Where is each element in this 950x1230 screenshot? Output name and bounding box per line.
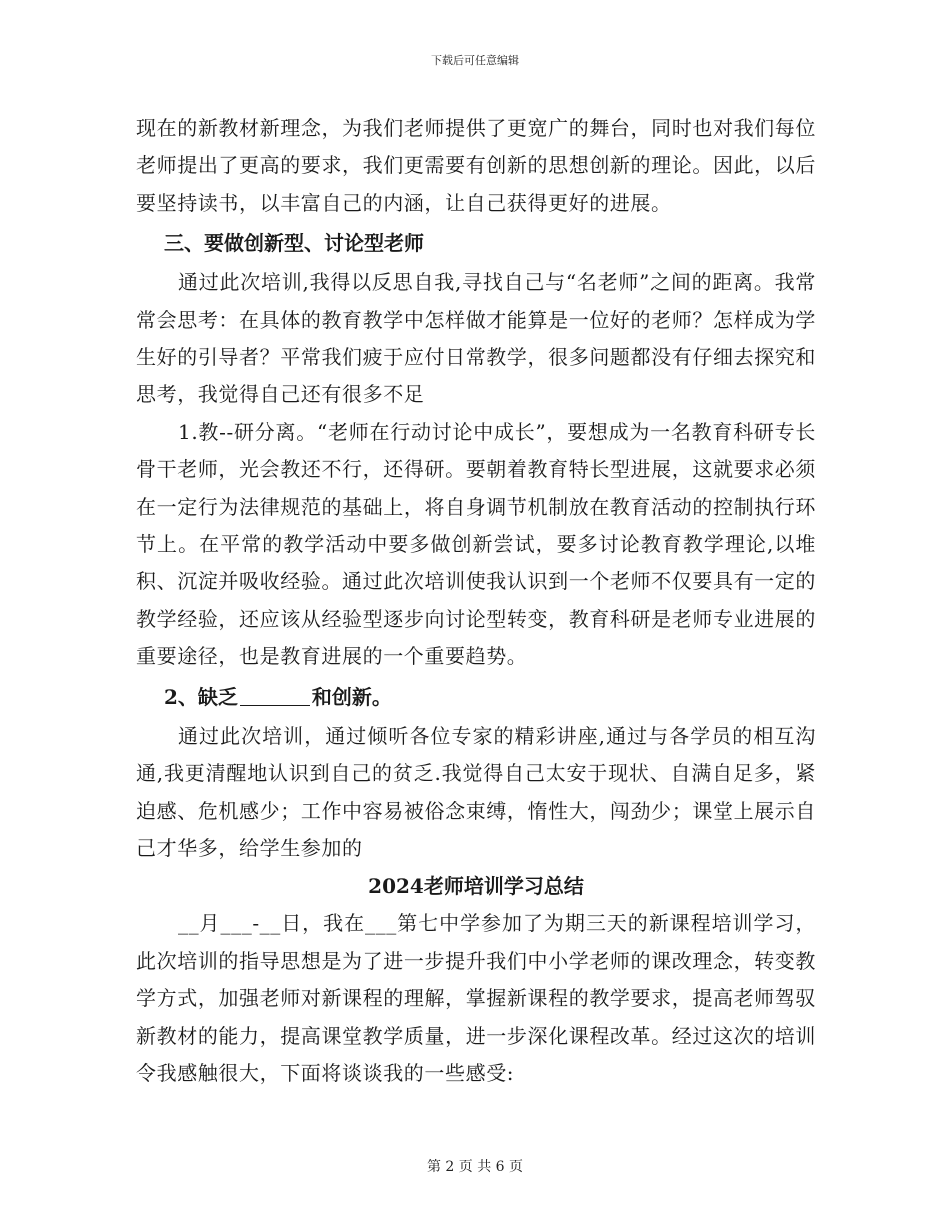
section-heading-3: 三、要做创新型、讨论型老师 xyxy=(164,231,424,256)
document-body xyxy=(136,110,816,1092)
section-heading-2 xyxy=(136,676,816,718)
document-title: 2024老师培训学习总结 xyxy=(368,874,584,899)
paragraph-intro: 现在的新教材新理念，为我们老师提供了更宽广的舞台，同时也对我们每位老师提出了更高的要求，我们更需要有创新的思想创新的理论。因此，以后要坚持读书，以丰富自己的内涵，让自己获得更好的进展。 xyxy=(136,116,816,215)
paragraph-reflection: 通过此次培训,我得以反思自我,寻找自己与“名老师”之间的距离。我常常会思考：在具体的教育教学中怎样做才能算是一位好的老师？怎样成为学生好的引导者？平常我们疲于应付日常教学，很多问题都没有仔细去探究和思考，我觉得自己还有很多不足 xyxy=(136,270,816,407)
paragraph-shortcomings: 通过此次培训，通过倾听各位专家的精彩讲座,通过与各学员的相互沟通,我更清醒地认识到自己的贫乏.我觉得自己太安于现状、自满自足多，紧迫感、危机感少；工作中容易被俗念束缚，惰性大，闯劲少；课堂上展示自己才华多，给学生参加的 xyxy=(136,723,816,860)
fill-blank xyxy=(240,685,310,706)
heading-prefix: 2、缺乏 xyxy=(164,684,238,709)
page-number: 第 2 页 共 6 页 xyxy=(426,1159,524,1175)
heading-suffix: 和创新。 xyxy=(311,684,392,709)
paragraph-summary-intro: __月___-__日，我在___第七中学参加了为期三天的新课程培训学习，此次培训的指导思想是为了进一步提升我们中小学老师的课改理念，转变教学方式，加强老师对新课程的理解，掌握新课程的教学要求，提高老师驾驭新教材的能力，提高课堂教学质量，进一步深化课程改革。经过这次的培训令我感触很大，下面将谈谈我的一些感受: xyxy=(136,911,816,1085)
page-header: 下载后可任意编辑 xyxy=(431,54,519,67)
paragraph-teaching-research: 1.教--研分离。“老师在行动讨论中成长”，要想成为一名教育科研专长骨干老师，光会教还不行，还得研。要朝着教育特长型进展，这就要求必须在一定行为法律规范的基础上，将自身调节机制放在教育活动的控制执行环节上。在平常的教学活动中要多做创新尝试，要多讨论教育教学理论,以堆积、沉淀并吸收经验。通过此次培训使我认识到一个老师不仅要具有一定的教学经验，还应该从经验型逐步向讨论型转变，教育科研是老师专业进展的重要途径，也是教育进展的一个重要趋势。 xyxy=(136,419,816,669)
